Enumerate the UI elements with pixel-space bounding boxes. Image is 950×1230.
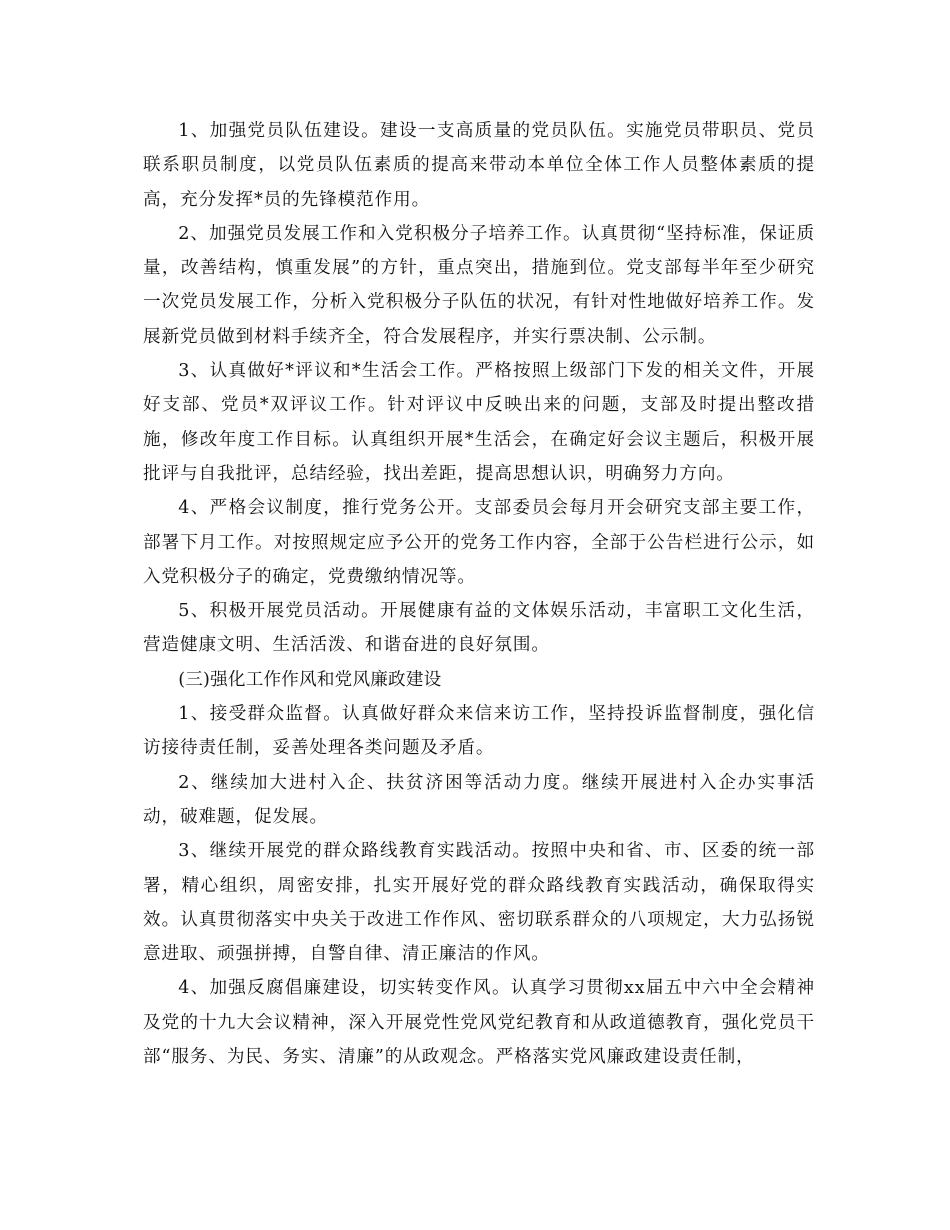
paragraph-party-activities: 5、积极开展党员活动。开展健康有益的文体娱乐活动，丰富职工文化生活，营造健康文明、生活活泼、和谐奋进的良好氛围。 [143,601,815,656]
paragraph-public-supervision: 1、接受群众监督。认真做好群众来信来访工作，坚持投诉监督制度，强化信访接待责任制，妥善处理各类问题及矛盾。 [143,704,815,759]
document-body [143,114,815,1074]
paragraph-meeting-system: 4、严格会议制度，推行党务公开。支部委员会每月开会研究支部主要工作，部署下月工作。对按照规定应予公开的党务工作内容，全部于公告栏进行公示，如入党积极分子的确定，党费缴纳情况等。 [143,498,815,587]
paragraph-village-enterprise-activities: 2、继续加大进村入企、扶贫济困等活动力度。继续开展进村入企办实事活动，破难题，促发展。 [143,772,815,827]
paragraph-anti-corruption: 4、加强反腐倡廉建设，切实转变作风。认真学习贯彻xx届五中六中全会精神及党的十九大会议精神，深入开展党性党风党纪教育和从政道德教育，强化党员干部“服务、为民、务实、清廉”的从政观念。严格落实党风廉政建设责任制， [143,978,815,1068]
paragraph-party-member-development: 2、加强党员发展工作和入党积极分子培养工作。认真贯彻“坚持标准，保证质量，改善结构，慎重发展”的方针，重点突出，措施到位。党支部每半年至少研究一次党员发展工作，分析入党积极分子队伍的状况，有针对性地做好培养工作。发展新党员做到材料手续齐全，符合发展程序，并实行票决制、公示制。 [143,223,815,347]
paragraph-party-team-building: 1、加强党员队伍建设。建设一支高质量的党员队伍。实施党员带职员、党员联系职员制度，以党员队伍素质的提高来带动本单位全体工作人员整体素质的提高，充分发挥*员的先锋模范作用。 [143,121,815,210]
paragraph-review-and-life-meeting: 3、认真做好*评议和*生活会工作。严格按照上级部门下发的相关文件，开展好支部、党员*双评议工作。针对评议中反映出来的问题，支部及时提出整改措施，修改年度工作目标。认真组织开展*生活会，在确定好会议主题后，积极开展批评与自我批评，总结经验，找出差距，提高思想认识，明确努力方向。 [143,361,815,484]
section-heading-work-style: (三)强化工作作风和党风廉政建设 [178,669,442,690]
paragraph-mass-line-education: 3、继续开展党的群众路线教育实践活动。按照中央和省、市、区委的统一部署，精心组织，周密安排，扎实开展好党的群众路线教育实践活动，确保取得实效。认真贯彻落实中央关于改进工作作风、密切联系群众的八项规定，大力弘扬锐意进取、顽强拼搏，自警自律、清正廉洁的作风。 [143,841,815,965]
